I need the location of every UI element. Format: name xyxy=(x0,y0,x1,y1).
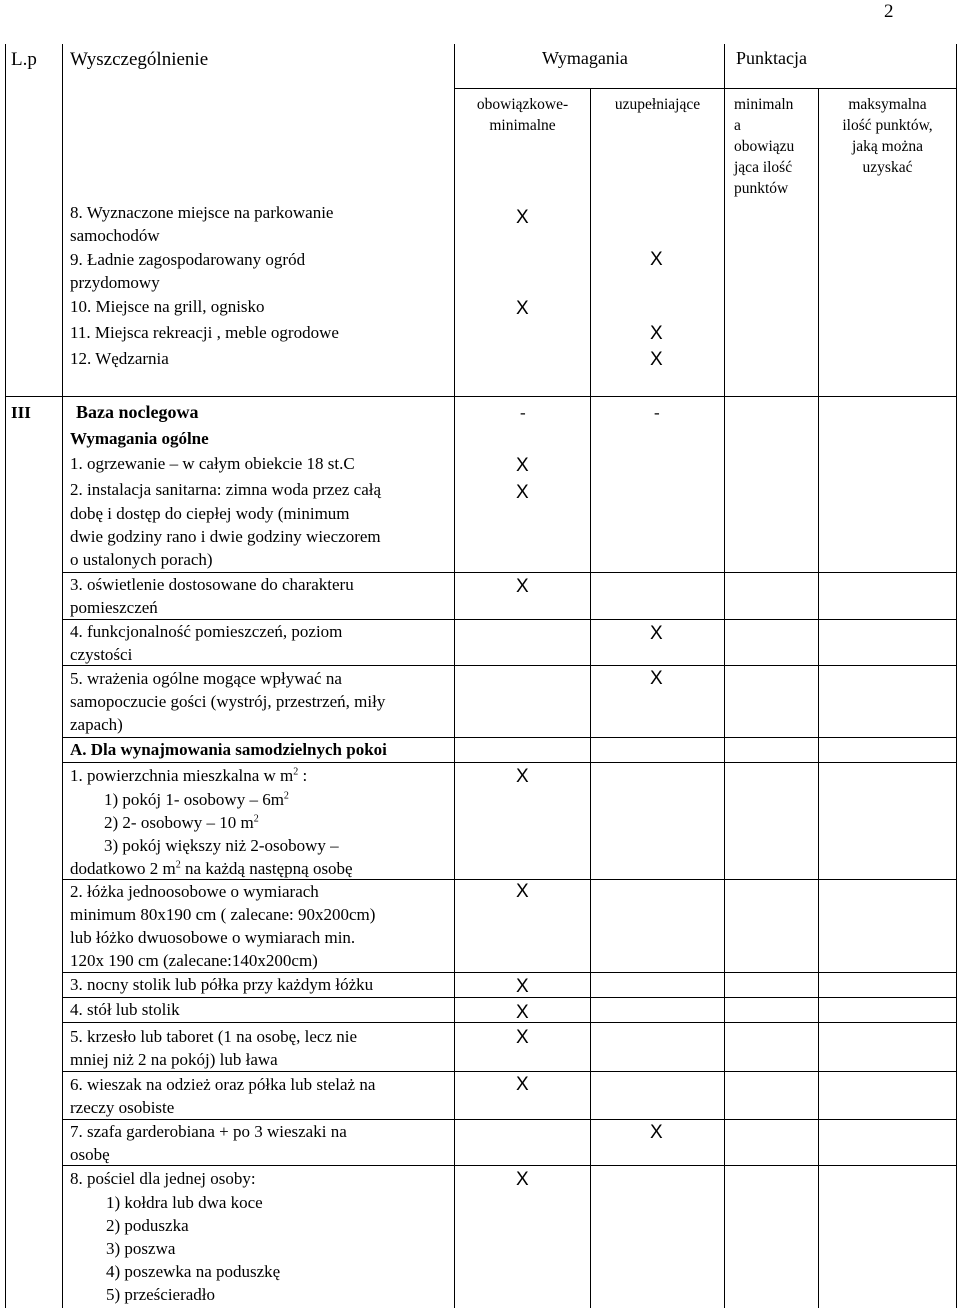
rooms-line1-text: 1. powierzchnia mieszkalna w m xyxy=(70,766,294,785)
header-max-line2: ilość punktów, xyxy=(842,117,933,134)
header-uzupelniajace xyxy=(591,94,724,115)
a-item-4-line1: 4. stół lub stolik xyxy=(70,1000,180,1019)
row-line-5 xyxy=(62,665,956,666)
a-item-7-line1: 7. szafa garderobiana + po 3 wieszaki na xyxy=(70,1122,347,1141)
general-item-2-line2: dobę i dostęp do ciepłej wody (minimum xyxy=(70,504,350,523)
header-uzupelniajace-line1: uzupełniające xyxy=(614,96,701,113)
header-lp: L.p xyxy=(11,49,37,70)
a-item-2-line3: lub łóżko dwuosobowe o wymiarach min. xyxy=(70,928,356,947)
header-min-line5: punktów xyxy=(734,180,789,197)
general-item-2-mark-obligatory: X xyxy=(516,482,529,503)
general-item-2-line4: o ustalonych porach) xyxy=(70,550,213,569)
page-number: 2 xyxy=(884,1,894,22)
a-item-5-line2: mniej niż 2 na pokój) lub ława xyxy=(70,1050,278,1069)
header-min-line3: obowiązu xyxy=(734,138,795,155)
header-minimalna xyxy=(734,94,814,199)
col-line-right xyxy=(956,44,957,1308)
rooms-mark-obligatory: X xyxy=(516,766,529,787)
rooms-line5-sup: 2 xyxy=(175,859,181,871)
general-item-3-line2: pomieszczeń xyxy=(70,598,158,617)
item-8-mark-obligatory: X xyxy=(516,207,529,228)
row-line-header xyxy=(454,88,956,89)
a-item-5-mark-obligatory: X xyxy=(516,1027,529,1048)
general-item-3-mark-obligatory: X xyxy=(516,576,529,597)
a-item-3-mark-obligatory: X xyxy=(516,976,529,997)
general-item-4-mark-supplementary: X xyxy=(650,623,663,644)
bedding-item-2: 2) poduszka xyxy=(106,1216,189,1235)
a-item-2-mark-obligatory: X xyxy=(516,881,529,902)
a-item-2-line4: 120x 190 cm (zalecane:140x200cm) xyxy=(70,951,318,970)
item-9-line1: 9. Ładnie zagospodarowany ogród xyxy=(70,250,306,269)
a-item-2-line2: minimum 80x190 cm ( zalecane: 90x200cm) xyxy=(70,905,376,924)
a-item-3-line1: 3. nocny stolik lub półka przy każdym łóżku xyxy=(70,975,374,994)
header-max-line1: maksymalna xyxy=(848,96,927,113)
col-line-oblig xyxy=(590,88,591,1308)
general-item-1-line1: 1. ogrzewanie – w całym obiekcie 18 st.C xyxy=(70,454,355,473)
rooms-line2-sup: 2 xyxy=(283,790,289,802)
general-item-2-line3: dwie godziny rano i dwie godziny wieczorem xyxy=(70,527,381,546)
header-maksymalna xyxy=(819,94,956,178)
item-11-line1: 11. Miejsca rekreacji , meble ogrodowe xyxy=(70,323,339,342)
rooms-line5-text: dodatkowo 2 m xyxy=(70,859,176,878)
rooms-line3-sup: 2 xyxy=(253,813,259,825)
rooms-line2 xyxy=(104,788,289,811)
a-item-6-line1: 6. wieszak na odzież oraz półka lub stelaż na xyxy=(70,1075,376,1094)
rooms-line1 xyxy=(70,764,307,787)
col-line-left xyxy=(5,44,6,1308)
header-max-line3: jaką można xyxy=(851,138,923,155)
general-item-1-mark-obligatory: X xyxy=(516,455,529,476)
general-item-5-line1: 5. wrażenia ogólne mogące wpływać na xyxy=(70,669,342,688)
bedding-item-1: 1) kołdra lub dwa koce xyxy=(106,1193,263,1212)
header-wyszczegolnienie: Wyszczególnienie xyxy=(70,49,209,70)
rooms-line5-end: na każdą następną osobę xyxy=(180,859,353,878)
item-12-line1: 12. Wędzarnia xyxy=(70,349,169,368)
row-line-chair xyxy=(62,1022,956,1023)
header-max-line4: uzyskać xyxy=(862,159,913,176)
general-item-5-mark-supplementary: X xyxy=(650,668,663,689)
general-requirements-title: Wymagania ogólne xyxy=(70,429,209,448)
general-item-5-line2: samopoczucie gości (wystrój, przestrzeń, miły xyxy=(70,692,386,711)
general-item-4-line2: czystości xyxy=(70,645,133,664)
section-dash-obligatory: - xyxy=(520,403,526,422)
row-line-bedding xyxy=(62,1165,956,1166)
row-line-table xyxy=(62,997,956,998)
item-10-line1: 10. Miejsce na grill, ognisko xyxy=(70,297,265,316)
bedding-item-3: 3) poszwa xyxy=(106,1239,176,1258)
rooms-line5 xyxy=(70,857,353,880)
a-item-7-line2: osobę xyxy=(70,1145,110,1164)
col-line-min xyxy=(818,88,819,1308)
item-9-mark-supplementary: X xyxy=(650,249,663,270)
rooms-line1-end: : xyxy=(298,766,308,785)
rooms-line4: 3) pokój większy niż 2-osobowy – xyxy=(104,836,339,855)
sub-a-title: A. Dla wynajmowania samodzielnych pokoi xyxy=(70,740,387,759)
bedding-mark-obligatory: X xyxy=(516,1169,529,1190)
a-item-7-mark-supplementary: X xyxy=(650,1122,663,1143)
item-12-mark-supplementary: X xyxy=(650,349,663,370)
header-obowiazkowe-line2: minimalne xyxy=(489,117,556,134)
section-number: III xyxy=(11,403,31,422)
section-dash-supplementary: - xyxy=(654,403,660,422)
general-item-2-line1: 2. instalacja sanitarna: zimna woda przez całą xyxy=(70,480,382,499)
general-item-3-line1: 3. oświetlenie dostosowane do charakteru xyxy=(70,575,354,594)
item-8-line1: 8. Wyznaczone miejsce na parkowanie xyxy=(70,203,334,222)
section-title: Baza noclegowa xyxy=(76,402,199,422)
a-item-4-mark-obligatory: X xyxy=(516,1002,529,1023)
general-item-5-line3: zapach) xyxy=(70,715,123,734)
header-min-line1: minimaln xyxy=(734,96,794,113)
general-item-4-line1: 4. funkcjonalność pomieszczeń, poziom xyxy=(70,622,343,641)
row-line-section-end xyxy=(5,396,956,397)
item-9-line2: przydomowy xyxy=(70,273,160,292)
rooms-line3 xyxy=(104,811,259,834)
a-item-6-line2: rzeczy osobiste xyxy=(70,1098,175,1117)
header-obowiazkowe xyxy=(455,94,590,136)
a-item-2-line1: 2. łóżka jednoosobowe o wymiarach xyxy=(70,882,319,901)
rooms-line1-sup: 2 xyxy=(293,766,299,778)
item-11-mark-supplementary: X xyxy=(650,323,663,344)
row-line-hanger xyxy=(62,1071,956,1072)
header-wymagania: Wymagania xyxy=(542,48,628,68)
rooms-line2-text: 1) pokój 1- osobowy – 6m xyxy=(104,790,284,809)
header-obowiazkowe-line1: obowiązkowe- xyxy=(476,96,569,113)
item-10-mark-obligatory: X xyxy=(516,298,529,319)
bedding-title: 8. pościel dla jednej osoby: xyxy=(70,1169,256,1188)
rooms-line3-text: 2) 2- osobowy – 10 m xyxy=(104,813,254,832)
bedding-item-5: 5) prześcieradło xyxy=(106,1285,216,1304)
item-8-line2: samochodów xyxy=(70,226,160,245)
row-line-rooms xyxy=(62,762,956,763)
header-min-line4: jąca ilość xyxy=(734,159,793,176)
bedding-item-4: 4) poszewka na poduszkę xyxy=(106,1262,281,1281)
header-min-line2: a xyxy=(734,117,741,134)
a-item-6-mark-obligatory: X xyxy=(516,1074,529,1095)
header-punktacja: Punktacja xyxy=(736,48,807,68)
a-item-5-line1: 5. krzesło lub taboret (1 na osobę, lecz nie xyxy=(70,1027,358,1046)
